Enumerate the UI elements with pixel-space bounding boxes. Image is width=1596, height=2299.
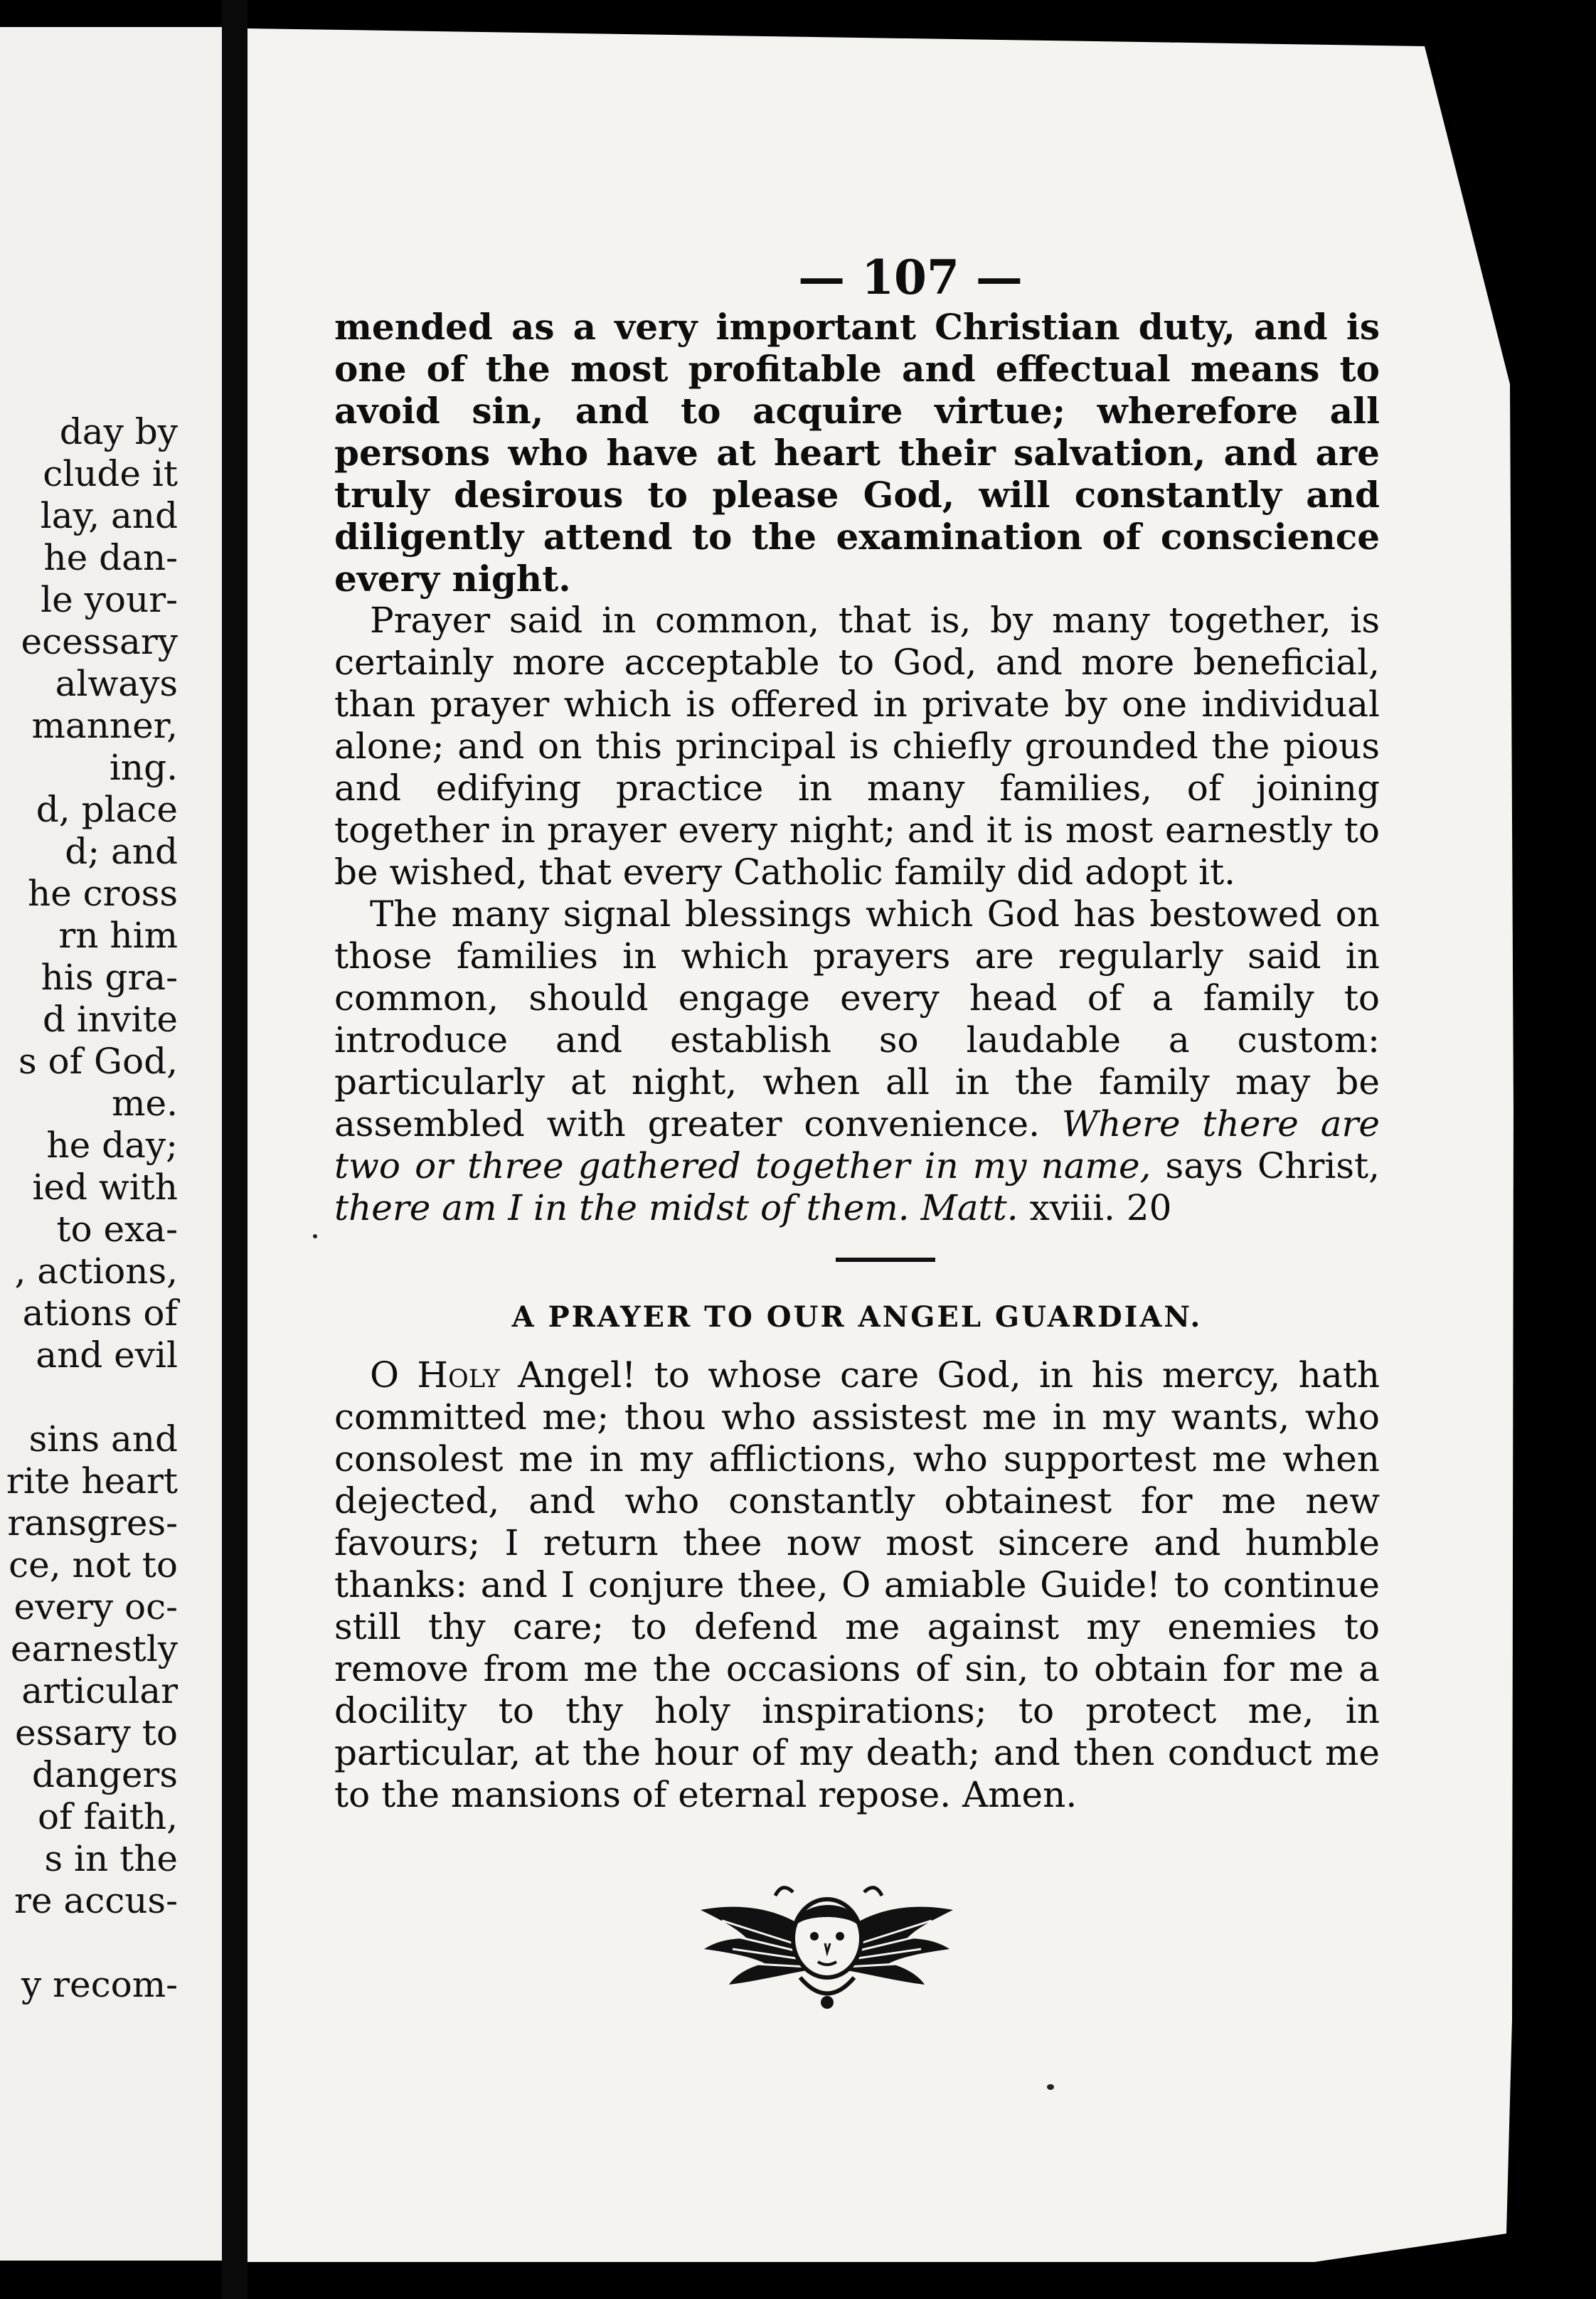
left-page-line: ied with bbox=[32, 1167, 178, 1208]
left-page-line: ecessary bbox=[21, 621, 178, 662]
left-page-line: clude it bbox=[43, 453, 178, 494]
section-divider bbox=[836, 1258, 935, 1262]
cherub-ornament bbox=[693, 1878, 960, 2017]
prayer-opening: O Holy bbox=[370, 1354, 500, 1396]
left-page-line: d invite bbox=[42, 999, 178, 1040]
scripture-ref-book: Matt. bbox=[920, 1187, 1018, 1228]
left-page-line: le your- bbox=[41, 579, 178, 620]
left-page-line: every oc- bbox=[14, 1586, 178, 1628]
left-page-line: ransgres- bbox=[7, 1502, 178, 1544]
left-page-line: lay, and bbox=[40, 495, 178, 536]
scripture-ref-number: xviii. 20 bbox=[1029, 1187, 1172, 1228]
left-page-line: to exa- bbox=[56, 1209, 178, 1250]
prayer-body: Angel! to whose care God, in his mercy, hath committed me; thou who assistest me in my wants, who consolest me in my afflictions, who supportest me when dejected, and who constantly obtainest for me new favours; I return thee now most sincere and humble thanks: and I conjure thee, O amiable Guide! to continue still thy care; to defend me against my enemies to remove from me the occasions of sin, to obtain for me a docility to thy holy inspirations; to protect me, in particular, at the hour of my death; and then conduct me to the mansions of eternal repose. Amen. bbox=[334, 1354, 1380, 1815]
left-page-line: he dan- bbox=[43, 537, 178, 578]
left-page-line bbox=[0, 1922, 178, 1964]
left-page-line: he cross bbox=[27, 873, 178, 914]
left-page-line: of faith, bbox=[38, 1796, 178, 1837]
prayer-heading: A PRAYER TO OUR ANGEL GUARDIAN. bbox=[511, 1300, 1203, 1334]
left-page-line: re accus- bbox=[14, 1880, 178, 1921]
left-page-line: ce, not to bbox=[9, 1544, 178, 1586]
left-page-line: s in the bbox=[44, 1838, 178, 1879]
scripture-quote-2: there am I in the midst of them. bbox=[334, 1187, 910, 1228]
ink-speck bbox=[1047, 2084, 1054, 2090]
paragraph-examination: mended as a very important Christian duty, and is one of the most profitable and effectual means to avoid sin, and to acquire virtue; wherefore all persons who have at heart their salvation, and are truly desirous to please God, will constantly and diligently attend to the examination of conscience every night. bbox=[334, 306, 1380, 600]
book-gutter bbox=[222, 0, 248, 2299]
left-page-line: and evil bbox=[36, 1334, 178, 1376]
left-page-line: s of God, bbox=[18, 1041, 178, 1082]
left-page-line: always bbox=[55, 663, 178, 704]
left-page-line: day by bbox=[59, 411, 178, 452]
left-page-line: essary to bbox=[15, 1712, 178, 1753]
left-page-line: d, place bbox=[36, 789, 178, 830]
left-page-line: manner, bbox=[31, 705, 178, 746]
says-christ: says Christ, bbox=[1165, 1145, 1380, 1186]
left-page-line: his gra- bbox=[41, 957, 178, 998]
left-page-line: ing. bbox=[109, 747, 178, 788]
left-page bbox=[0, 27, 222, 2261]
page-number: — 107 — bbox=[798, 250, 1023, 305]
left-page-text bbox=[0, 411, 178, 2006]
paragraph-family-prayer bbox=[334, 893, 1380, 1229]
left-page-line: earnestly bbox=[10, 1628, 178, 1669]
left-page-line: he day; bbox=[46, 1125, 178, 1166]
left-page-line: me. bbox=[112, 1083, 178, 1124]
scripture-quote-1: Where there are two or three gathered together in my name, bbox=[334, 1103, 1380, 1186]
left-page-line: y recom- bbox=[21, 1964, 178, 2005]
left-page-line: d; and bbox=[65, 831, 178, 872]
left-page-line: rite heart bbox=[6, 1460, 178, 1502]
left-page-line: , actions, bbox=[14, 1251, 178, 1292]
left-page-line: dangers bbox=[31, 1754, 178, 1795]
page-content bbox=[334, 249, 1380, 1816]
ink-speck bbox=[313, 1234, 317, 1238]
left-page-line: articular bbox=[21, 1670, 178, 1711]
left-page-line: sins and bbox=[28, 1418, 178, 1460]
left-page-line bbox=[0, 1376, 178, 1418]
left-page-line: ations of bbox=[22, 1292, 178, 1334]
bleed-through-text bbox=[73, 297, 215, 337]
paragraph-family-prayer-text: The many signal blessings which God has bestowed on those families in which prayers are regularly said in common, should engage every head of a family to introduce and establish so laudable a custom: particularly at night, when all in the family may be assembled with greater convenience. bbox=[334, 893, 1380, 1145]
prayer-text bbox=[334, 1354, 1380, 1816]
left-page-line: rn him bbox=[58, 915, 178, 956]
paragraph-common-prayer: Prayer said in common, that is, by many together, is certainly more acceptable to God, and more beneficial, than prayer which is offered in private by one individual alone; and on this principal is chiefly grounded the pious and edifying practice in many families, of joining together in prayer every night; and it is most earnestly to be wished, that every Catholic family did adopt it. bbox=[334, 600, 1380, 893]
